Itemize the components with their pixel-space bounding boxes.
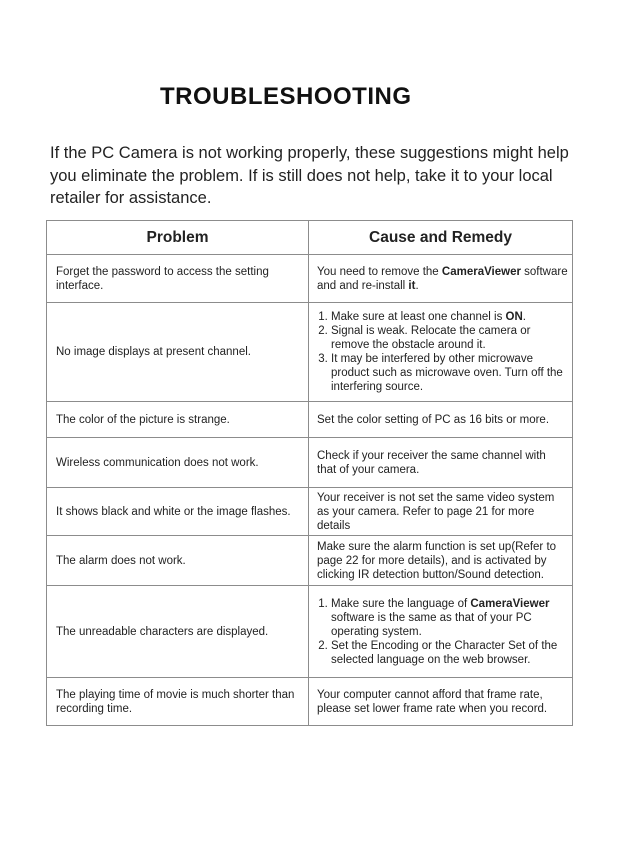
remedy-step bbox=[331, 310, 568, 324]
remedy-cell: Check if your receiver the same channel with that of your camera. bbox=[309, 438, 573, 488]
problem-cell: No image displays at present channel. bbox=[47, 303, 309, 402]
remedy-cell bbox=[309, 303, 573, 402]
remedy-text: . bbox=[522, 311, 526, 323]
remedy-cell: Set the color setting of PC as 16 bits or more. bbox=[309, 402, 573, 438]
problem-cell: It shows black and white or the image flashes. bbox=[47, 488, 309, 536]
problem-cell: The color of the picture is strange. bbox=[47, 402, 309, 438]
remedy-bold-text: it bbox=[408, 279, 416, 292]
remedy-steps bbox=[317, 310, 568, 394]
remedy-text: software is the same as that of your PC operating system. bbox=[331, 611, 532, 638]
table-row bbox=[47, 678, 573, 726]
page-title: TROUBLESHOOTING bbox=[160, 83, 412, 110]
table-row bbox=[47, 303, 573, 402]
table-row bbox=[47, 402, 573, 438]
problem-cell: The alarm does not work. bbox=[47, 536, 309, 586]
header-problem: Problem bbox=[47, 221, 309, 255]
remedy-steps bbox=[317, 597, 568, 667]
remedy-step: 2. Signal is weak. Relocate the camera or remove the obstacle around it. bbox=[331, 324, 568, 352]
remedy-text: Make sure at least one channel is bbox=[331, 311, 506, 323]
remedy-text: . bbox=[415, 279, 419, 292]
remedy-step bbox=[331, 597, 568, 639]
table-row bbox=[47, 586, 573, 678]
remedy-text: software and and re-install bbox=[317, 265, 568, 292]
remedy-step: 2. Set the Encoding or the Character Set of the selected language on the web browser. bbox=[331, 639, 568, 667]
remedy-text: You need to remove the bbox=[317, 265, 442, 278]
remedy-bold-text: CameraViewer bbox=[441, 265, 521, 278]
intro-paragraph: If the PC Camera is not working properly, these suggestions might help you eliminate the problem. If is still does not help, take it to your local retailer for assistance. bbox=[50, 144, 569, 207]
remedy-bold-text: ON bbox=[505, 311, 523, 323]
header-cause-and-remedy: Cause and Remedy bbox=[309, 221, 573, 255]
problem-cell: The unreadable characters are displayed. bbox=[47, 586, 309, 678]
table-row bbox=[47, 488, 573, 536]
problem-cell: The playing time of movie is much shorter than recording time. bbox=[47, 678, 309, 726]
table-row bbox=[47, 536, 573, 586]
remedy-bold-text: CameraViewer bbox=[470, 597, 550, 610]
table-header-row bbox=[47, 221, 573, 255]
problem-cell: Forget the password to access the setting interface. bbox=[47, 255, 309, 303]
table-row bbox=[47, 255, 573, 303]
troubleshooting-table bbox=[46, 220, 573, 726]
remedy-cell bbox=[309, 255, 573, 303]
remedy-cell: Your receiver is not set the same video system as your camera. Refer to page 21 for more details bbox=[309, 488, 573, 536]
remedy-step: 3. It may be interfered by other microwave product such as microwave oven. Turn off the interfering source. bbox=[331, 352, 568, 394]
table-row bbox=[47, 438, 573, 488]
remedy-cell: Your computer cannot afford that frame rate, please set lower frame rate when you record. bbox=[309, 678, 573, 726]
problem-cell: Wireless communication does not work. bbox=[47, 438, 309, 488]
remedy-cell bbox=[309, 586, 573, 678]
remedy-text: Make sure the language of bbox=[331, 597, 471, 610]
remedy-cell: Make sure the alarm function is set up(Refer to page 22 for more details), and is activated by clicking IR detection button/Sound detection. bbox=[309, 536, 573, 586]
